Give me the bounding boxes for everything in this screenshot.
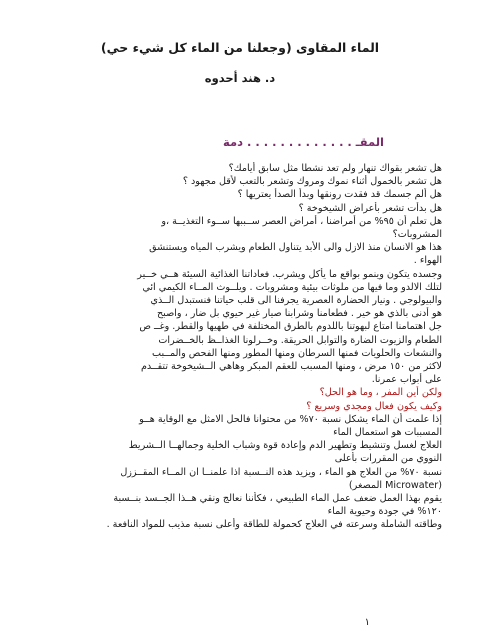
- highlighted-line: ولكن أين المفر ، وما هو الحل؟: [319, 387, 442, 399]
- text-line: على أبواب عمرنا.: [371, 374, 442, 386]
- text-line: جل اهتمامنا امتاع لبهوتنا باللدوم بالطرق المختلفة في طهيها والقطر. وغــ ص: [139, 321, 442, 333]
- text-line: هل تشعر بالخمول أثناء نموك ومروك وتشعر بالتعب لأقل مجهود ؟: [182, 176, 442, 188]
- text-line: هذا هو الانسان منذ الازل والى الأبد يتناول الطعام ويشرب المياه ويستنشق: [149, 242, 442, 254]
- text-line: المشروبات؟: [392, 229, 442, 241]
- text-line: والبيولوجي . ونيار الحضارة العصرية يجرفنا الى قلب حياتنا فنستبدل الــذي: [150, 295, 442, 307]
- body-text: [38, 162, 442, 532]
- text-line: نسبة ٧٠% من العلاج هو الماء ، ويزيد هذه النــسبة اذا علمنــا ان المــاء المقــززل: [120, 466, 442, 478]
- text-line: لتلك الالدو وما فيها من ملوثات بيئية ومشروبات . ويلــوث المــاء الكيمي ائي: [142, 281, 442, 293]
- text-line: وجسده يتكون وينمو بواقع ما يأكل ويشرب. فعاداتنا الغذائية السيئة هــي خــير: [137, 268, 442, 280]
- text-line: يقوم بهذا العمل ضعف عمل الماء الطبيعي ، فكأننا نعالج ونقي هــذا الجــسد بنــسبة: [113, 493, 442, 505]
- text-line: وطاقته الشاملة وسرعته في العلاج كحمولة للطاقة وأعلى نسبة مذيب للمواد النافعة .: [106, 519, 442, 531]
- text-line: الطعام والزيوت الضارة والتوابل الحريقة. وخــرلونا الغذاــظ بالخــضرات: [158, 334, 442, 346]
- text-line: العلاج لغسل وتنشيط وتطهير الدم وإعادة قوة وشباب الخلية وجمالهــا الــشريط: [128, 440, 442, 452]
- highlighted-line: وكيف يكون فعال ومجدي وسريع ؟: [306, 400, 442, 412]
- text-line: لاكثر من ١٥٠ مرض ، ومنها المسبب للعقم المبكر وهاهي الــشيخوخة تتقــدم: [140, 361, 442, 373]
- text-line: هل تعلم أن ٩٥% من أمراضنا ، أمراض العصر ســببها ســوء التغذيــة ،و: [161, 215, 442, 227]
- text-line: والنشعات والحلويات فمنها السرطان ومنها المطور ومنها الفحص والمــبب: [152, 347, 442, 359]
- text-line: النووي من المقررات بأعلى: [334, 453, 442, 465]
- page-number: ١: [364, 617, 370, 628]
- document-author: د. هند أحدوه: [204, 71, 276, 85]
- text-line: الهواء .: [413, 255, 442, 267]
- text-line: هل بدأت تشعر بأعراض الشيخوخة ؟: [298, 202, 442, 214]
- section-heading: المقـ . . . . . . . . . . . . . دمة: [222, 135, 384, 149]
- text-line: هو أدنى بالذي هو خير . فطعامنا وشرابنا صيار غير حيوي بل ضار ، واصبح: [156, 308, 442, 320]
- document-title: الماء المقاوى (وجعلنا من الماء كل شيء حي): [100, 40, 380, 55]
- text-line: ١٢٠% في جودة وحيوية الماء: [327, 506, 442, 518]
- text-line: هل تشعر بقواك تنهار ولم تعد نشطا مثل سابق أيامك؟: [228, 163, 442, 174]
- text-line: إذا علمت أن الماء يشكل نسبة ٧٠% من محتوانا فالحل الامثل مع الوقاية هــو: [139, 413, 442, 425]
- text-line: المسببات هو استعمال الماء: [333, 427, 442, 439]
- text-line: (Microwater المصغر): [348, 479, 442, 491]
- text-line: هل ألم جسمك قد فقدت رونقها وبدأ الصدأ يعتريها ؟: [237, 189, 442, 201]
